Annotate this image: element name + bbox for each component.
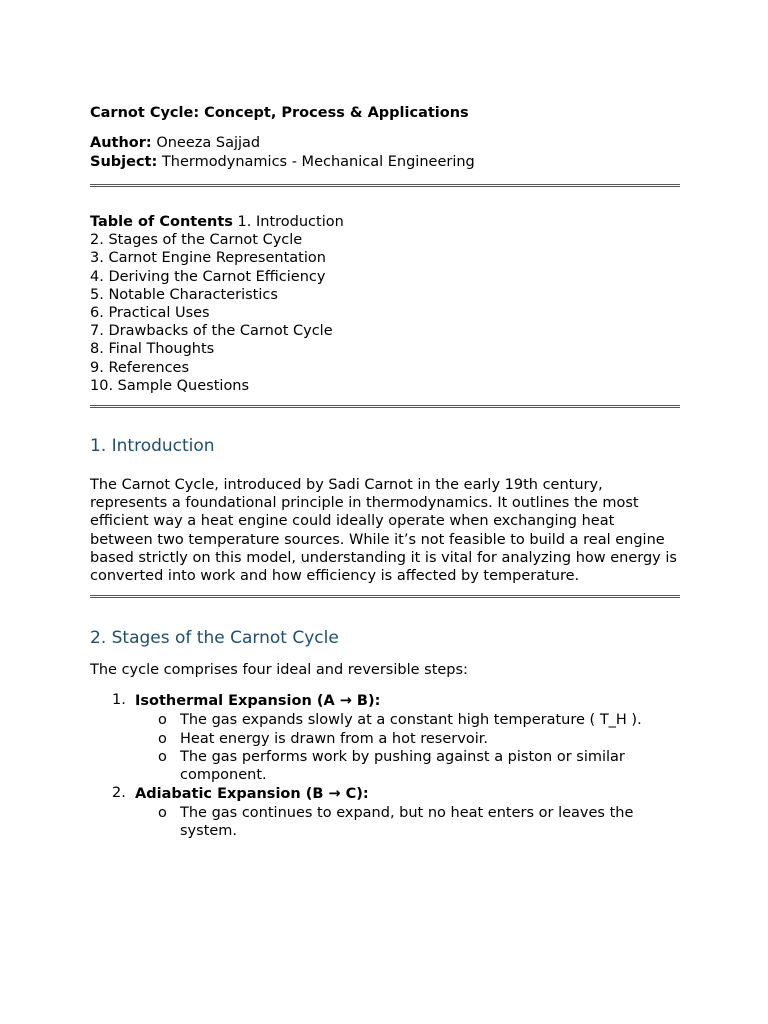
stages-heading: 2. Stages of the Carnot Cycle (90, 628, 339, 649)
stage-point-text: The gas expands slowly at a constant high temperature ( T_H ). (180, 712, 642, 729)
bullet-glyph: o (158, 712, 167, 729)
document-title: Carnot Cycle: Concept, Process & Applications (90, 105, 469, 121)
author-value: Oneeza Sajjad (156, 135, 261, 151)
toc-item[interactable]: 6. Practical Uses (90, 305, 210, 322)
stage-point-text: Heat energy is drawn from a hot reservoir. (180, 730, 488, 747)
introduction-section (90, 436, 680, 585)
stage-point (135, 730, 680, 748)
stage-item (90, 691, 680, 784)
stage-point (135, 711, 680, 729)
bullet-glyph: o (158, 730, 167, 747)
author-label: Author: (90, 135, 152, 151)
stage-number: 2. (112, 785, 126, 802)
stages-intro: The cycle comprises four ideal and reversible steps: (90, 662, 468, 679)
introduction-paragraph: The Carnot Cycle, introduced by Sadi Carnot in the early 19th century, represents a foundational principle in thermodynamics. It outlines the most efficient way a heat engine could ideally operate when exchanging heat between two temperature sources. While it’s not feasible to build a real engine based strictly on this model, understanding it is vital for analyzing how energy is converted into work and how efficiency is affected by temperature. (90, 477, 677, 585)
introduction-heading: 1. Introduction (90, 436, 215, 457)
subject-line (90, 153, 680, 172)
stage-item (90, 784, 680, 840)
toc-item[interactable]: 9. References (90, 359, 190, 376)
bullet-glyph: o (158, 805, 167, 822)
subject-value: Thermodynamics - Mechanical Engineering (161, 154, 475, 170)
stage-title: Isothermal Expansion (A → B): (135, 693, 381, 710)
divider-rule (90, 595, 680, 598)
stage-point-text: The gas performs work by pushing against a piston or similar component. (180, 748, 625, 784)
stages-section (90, 628, 680, 840)
stage-points (135, 804, 680, 840)
bullet-glyph: o (158, 748, 167, 765)
table-of-contents (90, 213, 680, 395)
subject-label: Subject: (90, 154, 158, 170)
toc-item[interactable]: 5. Notable Characteristics (90, 286, 278, 303)
stages-list (90, 691, 680, 840)
toc-item[interactable]: 2. Stages of the Carnot Cycle (90, 232, 303, 249)
stage-number: 1. (112, 692, 126, 709)
stage-title: Adiabatic Expansion (B → C): (135, 786, 369, 803)
document-page (90, 104, 680, 841)
stage-points (135, 711, 680, 784)
divider-rule (90, 405, 680, 408)
toc-item[interactable]: 4. Deriving the Carnot Efficiency (90, 268, 326, 285)
stage-point-text: The gas continues to expand, but no heat enters or leaves the system. (180, 805, 634, 840)
toc-item[interactable]: 3. Carnot Engine Representation (90, 250, 326, 267)
toc-item[interactable]: 1. Introduction (237, 214, 344, 230)
toc-item[interactable]: 10. Sample Questions (90, 377, 250, 394)
toc-first-line (90, 213, 680, 231)
stage-point (135, 804, 680, 840)
author-line (90, 134, 680, 153)
stage-point (135, 748, 680, 784)
divider-rule (90, 184, 680, 187)
toc-item[interactable]: 7. Drawbacks of the Carnot Cycle (90, 323, 333, 340)
toc-item[interactable]: 8. Final Thoughts (90, 341, 215, 358)
toc-label: Table of Contents (90, 214, 233, 230)
